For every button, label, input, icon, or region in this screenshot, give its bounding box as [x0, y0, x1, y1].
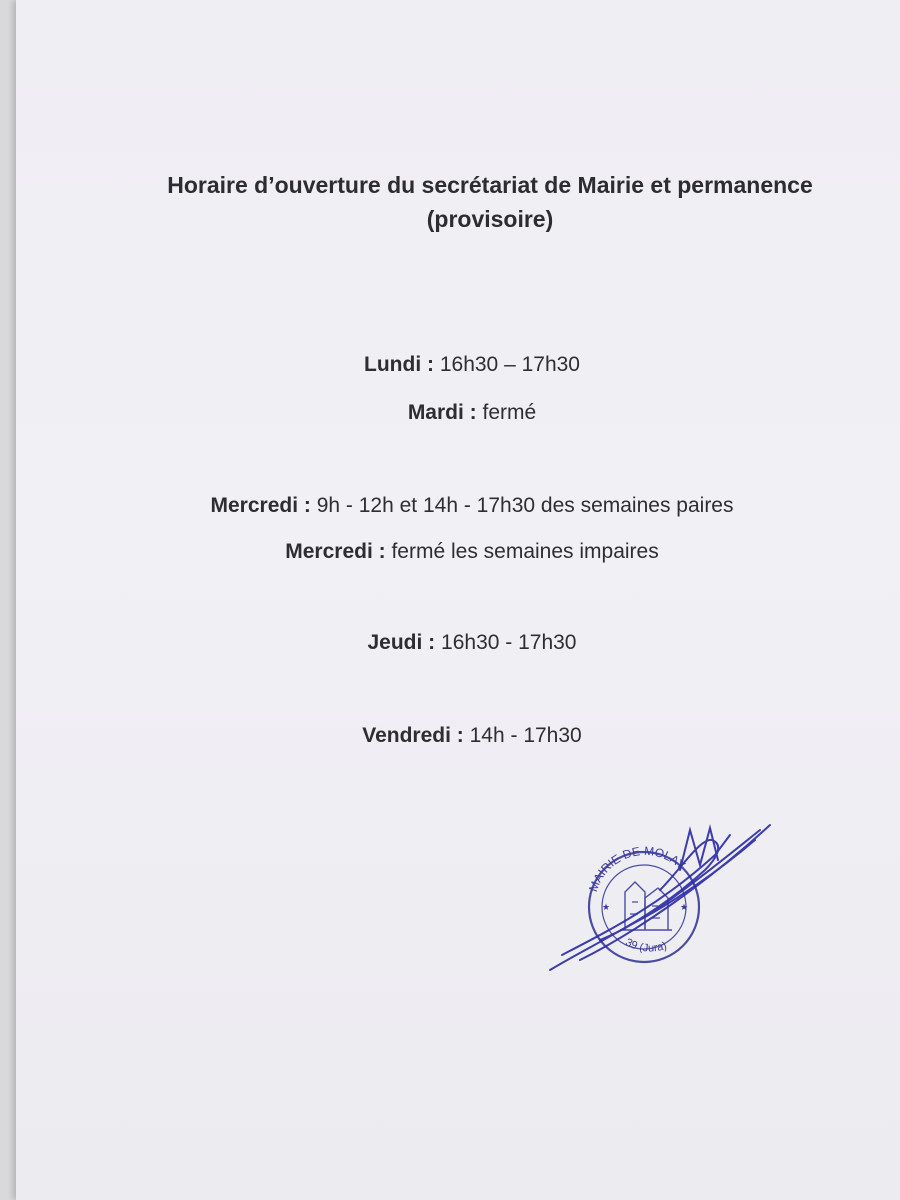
hours-value: 16h30 – 17h30	[439, 353, 580, 376]
schedule-line-thursday	[30, 631, 900, 655]
day-label: Lundi :	[364, 353, 434, 376]
schedule-line-wednesday-even	[30, 494, 900, 518]
svg-text:MAIRIE DE MOLAY: MAIRIE DE MOLAY	[586, 843, 689, 894]
day-label: Mercredi :	[210, 494, 311, 517]
document-title	[110, 168, 870, 236]
title-line-1: Horaire d’ouverture du secrétariat de Mairie et permanence	[167, 172, 813, 198]
stamp-seal-icon	[540, 810, 790, 985]
svg-text:★: ★	[602, 903, 611, 913]
schedule-line-tuesday	[30, 401, 900, 425]
schedule-line-monday	[30, 353, 900, 377]
day-label: Mercredi :	[285, 540, 386, 563]
hours-value: fermé les semaines impaires	[391, 540, 659, 563]
day-label: Vendredi :	[362, 724, 464, 747]
hours-value: 14h - 17h30	[469, 724, 582, 747]
schedule-line-friday	[30, 724, 900, 748]
hours-value: 9h - 12h et 14h - 17h30 des semaines paires	[316, 494, 734, 517]
schedule-line-wednesday-odd	[30, 540, 900, 564]
day-label: Jeudi :	[367, 631, 436, 654]
title-line-2: (provisoire)	[426, 206, 554, 232]
hours-value: fermé	[482, 401, 537, 424]
hours-value: 16h30 - 17h30	[441, 631, 577, 654]
day-label: Mardi :	[407, 401, 477, 424]
svg-text:★: ★	[680, 903, 689, 913]
mairie-stamp-and-signature	[540, 810, 790, 985]
svg-text:39 (Jura): 39 (Jura)	[623, 936, 669, 955]
